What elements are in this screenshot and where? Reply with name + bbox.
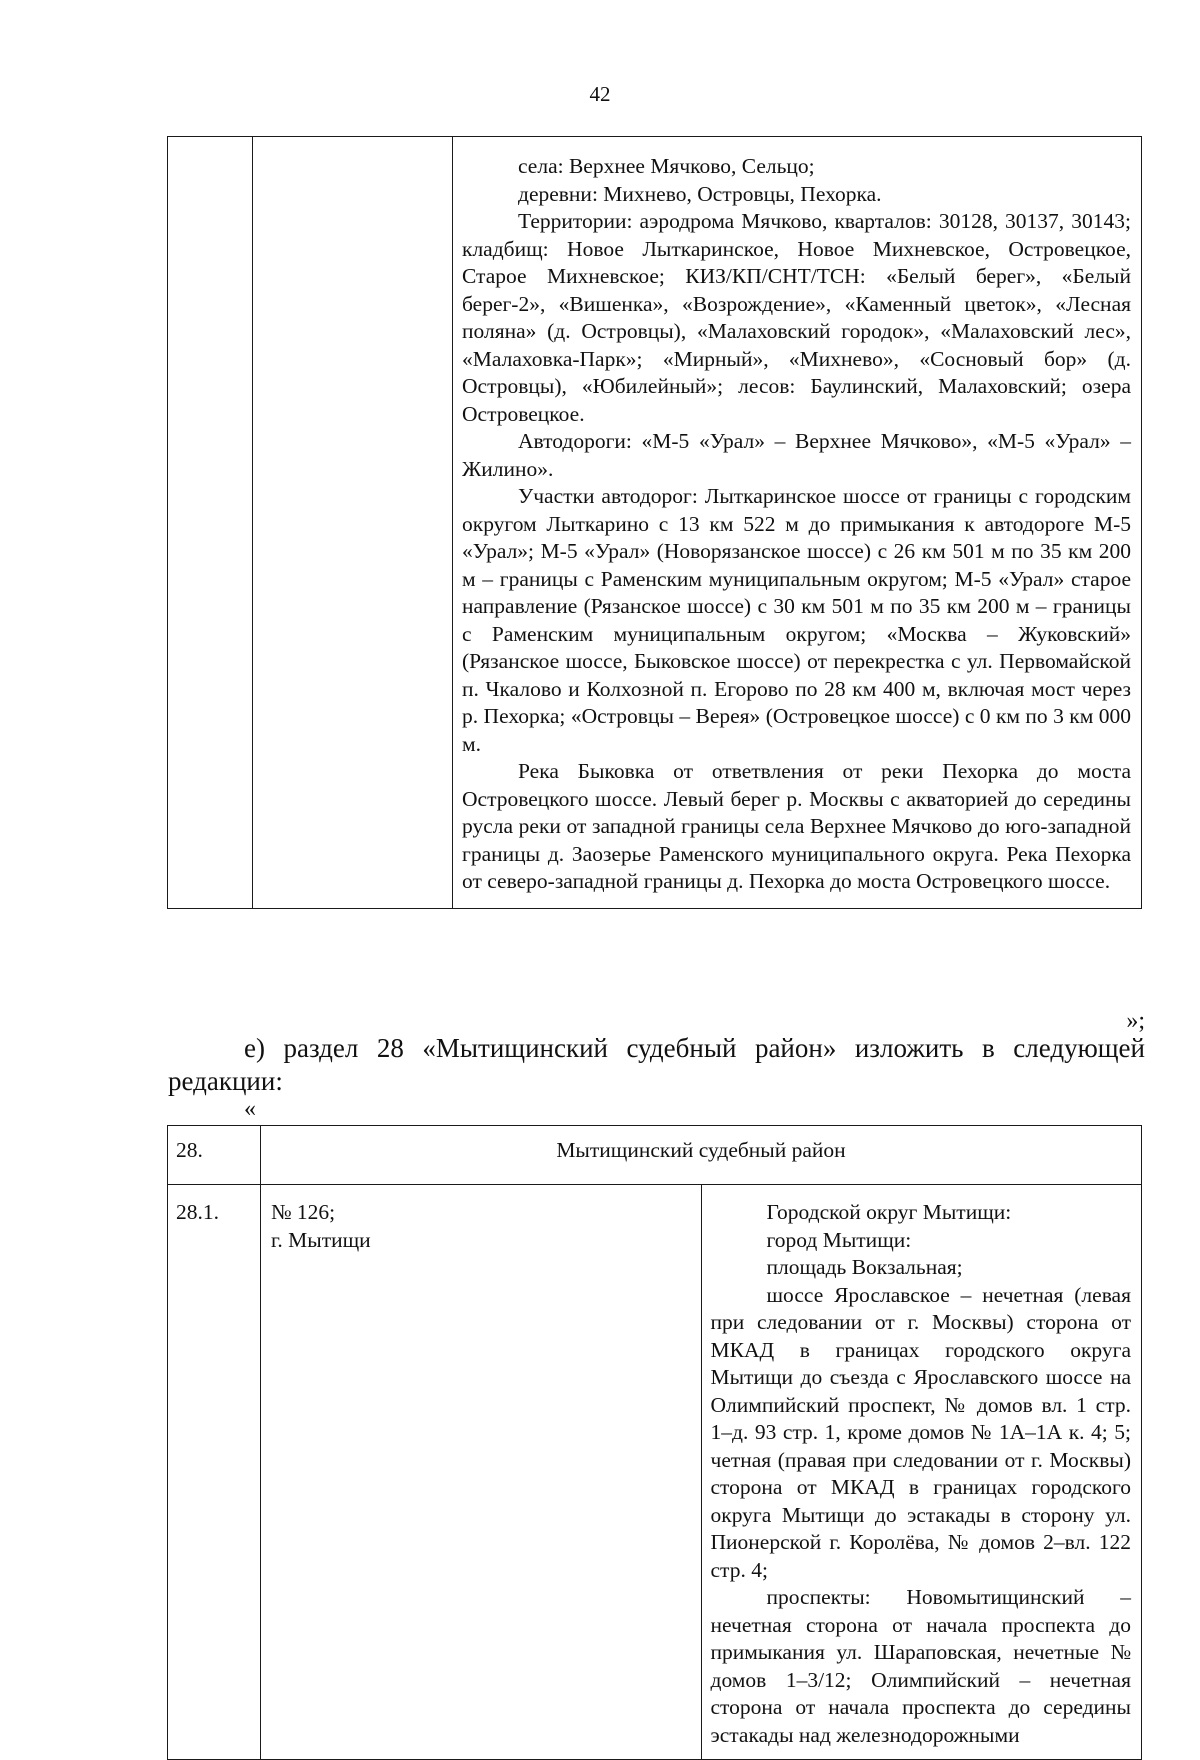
- paragraph-highway: шоссе Ярославское – нечетная (левая при следовании от г. Москвы) сторона от МКАД в границах городского округа Мытищи до съезда с Ярославского шоссе на Олимпийский проспект, № домов вл. 1 стр. 1–д. 93 стр. 1, кроме домов № 1А–1А к. 4; 5; четная (правая при следовании от г. Москвы) сторона от МКАД в границах городского округа Мытищи до эстакады в сторону ул. Пионерской г. Королёва, № домов 2–вл. 122 стр. 4;: [710, 1282, 1131, 1582]
- territory-cell: [701, 1185, 1142, 1760]
- opening-quote: «: [244, 1096, 256, 1122]
- continued-table: [167, 136, 1142, 909]
- section-table: [167, 1125, 1142, 1760]
- table-row: [168, 137, 1142, 909]
- station-cell: [253, 137, 453, 909]
- paragraph-road-sections: Участки автодорог: Лыткаринское шоссе от границы с городским округом Лыткарино с 13 км 522 м до примыкания к автодороге М-5 «Урал»; М-5 «Урал» (Новорязанское шоссе) с 26 км 501 м по 35 км 200 м – границы с Раменским муниципальным округом; М-5 «Урал» старое направление (Рязанское шоссе) с 30 км 501 м по 35 км 200 м – границы с Раменским муниципальным округом; «Москва – Жуковский» (Рязанское шоссе, Быковское шоссе) от перекрестка с ул. Первомайской п. Чкалово и Колхозной п. Егорово по 28 км 400 м, включая мост через р. Пехорка; «Островцы – Верея» (Островецкое шоссе) с 0 км по 3 км 000 м.: [462, 484, 1131, 756]
- amendment-instruction: [168, 1032, 1145, 1098]
- section-number: 28.: [168, 1126, 261, 1185]
- paragraph-city: город Мытищи:: [766, 1227, 912, 1252]
- paragraph-urban-district: Городской округ Мытищи:: [766, 1200, 1012, 1224]
- page-number: 42: [589, 82, 611, 106]
- instruction-line-2: редакции:: [168, 1066, 283, 1096]
- closing-quote: »;: [1126, 1008, 1145, 1034]
- station-city: г. Мытищи: [271, 1227, 371, 1252]
- instruction-line-1: е) раздел 28 «Мытищинский судебный район» изложить в следующей: [244, 1033, 1145, 1063]
- paragraph-avenues: проспекты: Новомытищинский – нечетная сторона от начала проспекта до примыкания ул. Шараповская, нечетные № домов 1–3/12; Олимпийский – нечетная сторона от начала проспекта до середины эстакады над железнодорожными: [710, 1585, 1131, 1747]
- row-number: 28.1.: [168, 1185, 261, 1760]
- table-row: [168, 1185, 1142, 1760]
- paragraph-territories: Территории: аэродрома Мячково, кварталов: 30128, 30137, 30143; кладбищ: Новое Лыткаринское, Новое Михневское, Островецкое, Старое Михневское; КИЗ/КП/СНТ/ТСН: «Белый берег», «Белый берег-2», «Вишенка», «Возрождение», «Каменный цветок», «Лесная поляна» (д. Островцы), «Малаховский городок», «Малаховский лес», «Малаховка-Парк»; «Мирный», «Михнево», «Сосновый бор» (д. Островцы), «Юбилейный»; лесов: Баулинский, Малаховский; озера Островецкое.: [462, 209, 1131, 426]
- station-number: № 126;: [271, 1200, 336, 1224]
- paragraph-villages: села: Верхнее Мячково, Сельцо;: [518, 154, 815, 178]
- paragraph-square: площадь Вокзальная;: [766, 1255, 963, 1279]
- section-header-row: [168, 1126, 1142, 1185]
- station-cell: [261, 1185, 702, 1760]
- paragraph-roads: Автодороги: «М-5 «Урал» – Верхнее Мячково», «М-5 «Урал» – Жилино».: [462, 429, 1131, 481]
- territory-cell: [453, 137, 1142, 909]
- paragraph-rivers: Река Быковка от ответвления от реки Пехорка до моста Островецкого шоссе. Левый берег р. Москвы с акваторией до середины русла реки от западной границы села Верхнее Мячково до юго-западной границы д. Заозерье Раменского муниципального округа. Река Пехорка от северо-западной границы д. Пехорка до моста Островецкого шоссе.: [462, 759, 1131, 893]
- number-cell: [168, 137, 253, 909]
- paragraph-hamlets: деревни: Михнево, Островцы, Пехорка.: [518, 181, 882, 206]
- section-title: Мытищинский судебный район: [261, 1126, 1142, 1185]
